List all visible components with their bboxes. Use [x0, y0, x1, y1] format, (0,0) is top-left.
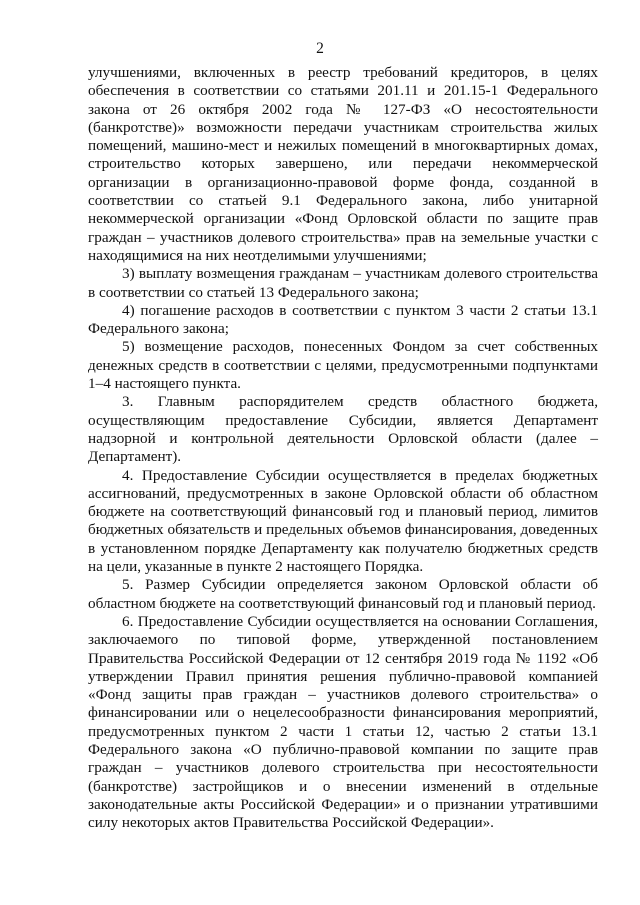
document-body [88, 64, 598, 832]
paragraph-continuation: улучшениями, включенных в реестр требований кредиторов, в целях обеспечения в соответствии со статьями 201.11 и 201.15-1 Федерального закона от 26 октября 2002 года № 127-ФЗ «О несостоятельности (банкротстве)» возможности передачи участникам строительства жилых помещений, машино-мест и нежилых помещений в многоквартирных домах, строительство которых завершено, или передачи некоммерческой организации в организационно-правовой форме фонда, созданной в соответствии со статьей 9.1 Федерального закона, либо унитарной некоммерческой организации «Фонд Орловской области по защите прав граждан – участников долевого строительства» прав на земельные участки с находящимися на них неотделимыми улучшениями; [88, 64, 598, 264]
paragraph-section-3: 3. Главным распорядителем средств областного бюджета, осуществляющим предоставление Субсидии, является Департамент надзорной и контрольной деятельности Орловской области (далее – Департамент). [88, 393, 598, 466]
paragraph-section-6: 6. Предоставление Субсидии осуществляется на основании Соглашения, заключаемого по типовой форме, утвержденной постановлением Правительства Российской Федерации от 12 сентября 2019 года № 1192 «Об утверждении Правил принятия решения публично-правовой компанией «Фонд защиты прав граждан – участников долевого строительства» о финансировании или о нецелесообразности финансирования мероприятий, предусмотренных пунктом 2 части 1 статьи 12, частью 2 статьи 13.1 Федерального закона «О публично-правовой компании по защите прав граждан – участников долевого строительства при несостоятельности (банкротстве) застройщиков и о внесении изменений в отдельные законодательные акты Российской Федерации» и о признании утратившими силу некоторых актов Правительства Российской Федерации». [88, 612, 598, 832]
paragraph-section-4: 4. Предоставление Субсидии осуществляется в пределах бюджетных ассигнований, предусмотренных в законе Орловской области об областном бюджете на соответствующий финансовый год и плановый период, лимитов бюджетных обязательств и предельных объемов финансирования, доведенных в установленном порядке Департаменту как получателю бюджетных средств на цели, указанные в пункте 2 настоящего Порядка. [88, 466, 598, 576]
paragraph-section-5: 5. Размер Субсидии определяется законом Орловской области об областном бюджете на соответствующий финансовый год и плановый период. [88, 576, 598, 612]
paragraph-item-4: 4) погашение расходов в соответствии с пунктом 3 части 2 статьи 13.1 Федерального закона; [88, 301, 598, 338]
paragraph-item-5: 5) возмещение расходов, понесенных Фондом за счет собственных денежных средств в соответствии с целями, предусмотренными подпунктами 1–4 настоящего пункта. [88, 338, 598, 393]
page-number: 2 [316, 40, 324, 57]
paragraph-item-3: 3) выплату возмещения гражданам – участникам долевого строительства в соответствии со статьей 13 Федерального закона; [88, 265, 598, 301]
